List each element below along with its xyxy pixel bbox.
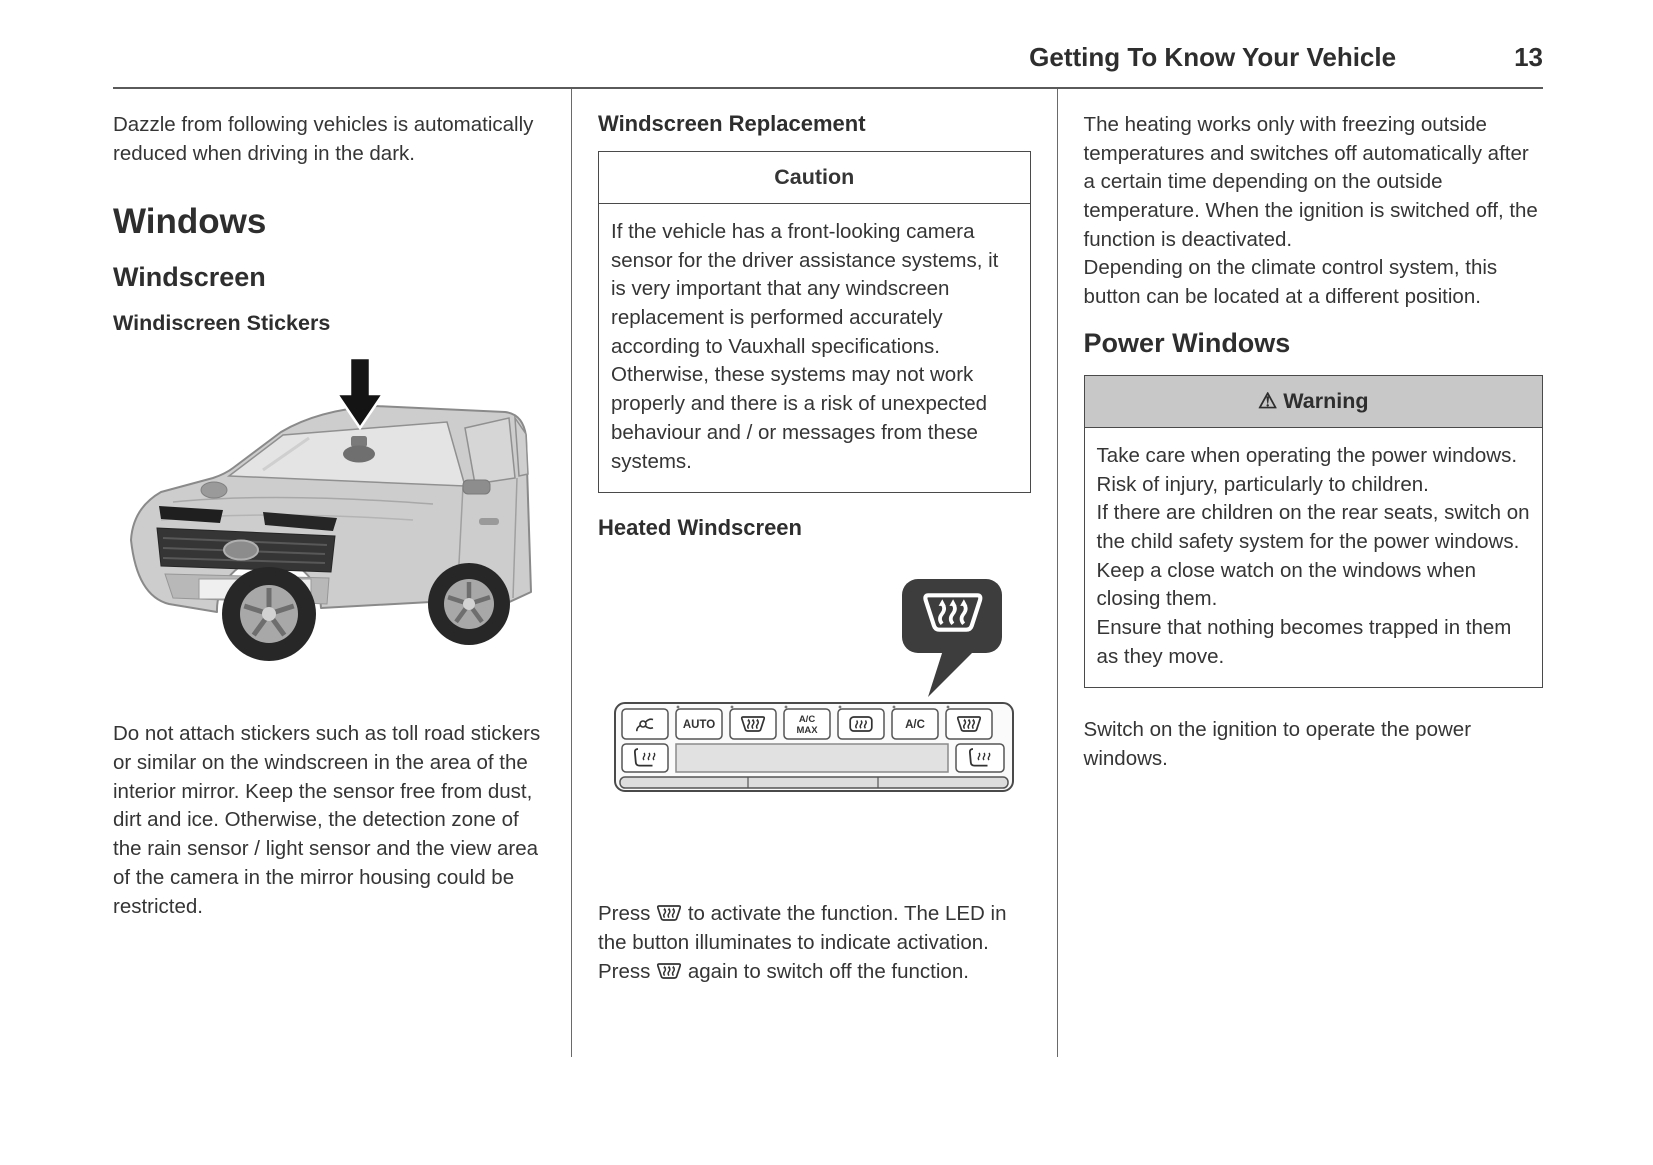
panel-display: [676, 744, 948, 772]
heating-paragraph-1: The heating works only with freezing outside temperatures and switches off automatically after a certain time depending on the outside temperature. When the ignition is switched off, the function is deactivated.: [1083, 113, 1538, 251]
right-wing-mirror: [463, 480, 490, 494]
left-wing-mirror: [201, 482, 227, 498]
heading-windows: Windows: [113, 202, 267, 242]
manual-page: [113, 0, 1543, 1057]
climate-panel-image: [614, 577, 1014, 795]
auto-button-label: AUTO: [683, 719, 716, 732]
door-handle: [479, 518, 499, 525]
heading-windscreen: Windscreen: [113, 262, 266, 293]
caution-box: [598, 151, 1031, 493]
warning-line: Keep a close watch on the windows when closing them.: [1096, 558, 1477, 611]
page-number: 13: [1514, 42, 1543, 72]
front-door-window: [465, 418, 515, 484]
ignition-paragraph: Switch on the ignition to operate the power windows.: [1083, 718, 1472, 770]
warning-box-title: [1085, 376, 1542, 428]
heading-power-windows: Power Windows: [1083, 327, 1291, 358]
stickers-paragraph: Do not attach stickers such as toll road stickers or similar on the windscreen in the area of the interior mirror. Keep the sensor free from dust, dirt and ice. Otherwise, the detection zone of the rain sensor / light sensor and the view area of the camera in the mirror housing could be restricted.: [113, 722, 541, 918]
three-column-layout: [113, 89, 1543, 1057]
ac-max-label-top: A/C: [799, 714, 816, 726]
heading-windscreen-stickers: Windiscreen Stickers: [113, 311, 331, 336]
warning-line: If there are children on the rear seats, switch on the child safety system for the power windows.: [1096, 501, 1530, 553]
caution-box-title: Caution: [599, 152, 1030, 204]
front-wheel: [222, 567, 316, 661]
heating-paragraph-2: Depending on the climate control system, this button can be located at a different position.: [1083, 256, 1498, 309]
column-left: [113, 89, 571, 1057]
climate-panel-illustration: [614, 577, 1014, 795]
chapter-title: Getting To Know Your Vehicle: [1029, 42, 1397, 72]
car-windscreen-arrow-image: [113, 352, 545, 686]
press-text-1: Press: [598, 902, 651, 926]
press-text-2: to activate the function. The LED in the button illuminates to indicate activation. Press: [598, 902, 1007, 984]
heated-windscreen-icon: [656, 961, 682, 981]
page-header: [113, 0, 1543, 89]
warning-line: Ensure that nothing becomes trapped in them as they move.: [1096, 615, 1512, 668]
car-illustration: [113, 352, 545, 686]
warning-line: Take care when operating the power windows. Risk of injury, particularly to children.: [1096, 443, 1518, 496]
caution-box-body: If the vehicle has a front-looking camera sensor for the driver assistance systems, it is very important that any windscreen replacement is performed accurately according to Vauxhall specifications. Otherwise, these systems may not work properly and there is a risk of unexpected behaviour and / or messages from these systems.: [611, 220, 999, 473]
callout-balloon: [902, 579, 1002, 697]
warning-title-text: Warning: [1283, 388, 1369, 413]
rear-wheel: [428, 563, 510, 645]
heading-heated-windscreen: Heated Windscreen: [598, 515, 802, 541]
warning-triangle-icon: ⚠: [1258, 388, 1278, 413]
panel-bottom-bar: [620, 777, 1008, 788]
column-middle: [571, 89, 1057, 1057]
press-text-3: again to switch off the function.: [687, 960, 969, 984]
ac-max-label-bottom: MAX: [796, 725, 818, 737]
warning-box: [1084, 375, 1543, 689]
column-right: [1057, 89, 1543, 1057]
warning-box-body: [1085, 428, 1542, 688]
brand-badge: [224, 541, 258, 560]
heated-windscreen-icon: [656, 903, 682, 923]
climate-panel: [615, 703, 1013, 791]
press-paragraph: [598, 899, 1031, 986]
heading-windscreen-replacement: Windscreen Replacement: [598, 111, 866, 136]
sensor-housing: [351, 436, 367, 447]
ac-button-label: A/C: [905, 719, 926, 732]
intro-paragraph: Dazzle from following vehicles is automatically reduced when driving in the dark.: [113, 113, 534, 165]
interior-mirror: [343, 446, 375, 463]
